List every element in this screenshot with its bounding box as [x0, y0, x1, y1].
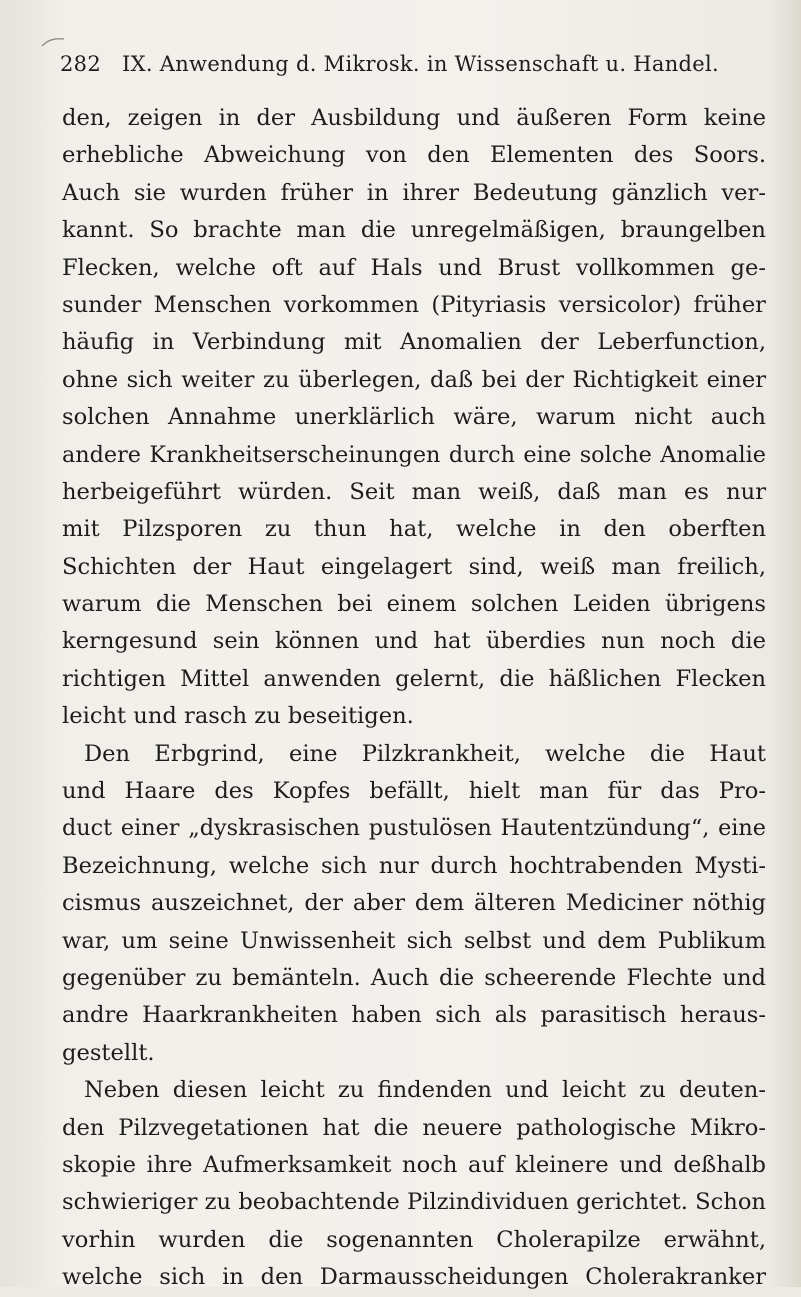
pencil-mark-icon	[40, 36, 66, 48]
text-line: Den Erbgrind, eine Pilzkrankheit, welche die Haut	[84, 740, 766, 767]
text-line: leicht und rasch zu beseitigen.	[62, 703, 414, 730]
text-line: den, zeigen in der Ausbildung und äußeren Form keine	[62, 105, 766, 131]
running-title: IX. Anwendung d. Mikrosk. in Wissenschaft u. Handel.	[121, 52, 719, 76]
text-line: skopie ihre Aufmerksamkeit noch auf kleinere und deßhalb	[62, 1151, 766, 1178]
text-line: schwieriger zu beobachtende Pilzindividuen gerichtet. Schon	[62, 1189, 766, 1216]
text-line: Flecken, welche oft auf Hals und Brust vollkommen ge-	[62, 254, 766, 281]
text-line: herbeigeführt würden. Seit man weiß, daß man es nur	[62, 478, 766, 505]
text-line: kerngesund sein können und hat überdies nun noch die	[62, 628, 766, 655]
text-line: ohne sich weiter zu überlegen, daß bei der Richtigkeit einer	[62, 366, 766, 393]
text-line: Auch sie wurden früher in ihrer Bedeutung gänzlich ver-	[62, 179, 766, 206]
text-line: warum die Menschen bei einem solchen Leiden übrigens	[62, 591, 766, 618]
text-line: Neben diesen leicht zu findenden und leicht zu deuten-	[84, 1077, 766, 1104]
text-line: solchen Annahme unerklärlich wäre, warum nicht auch	[62, 404, 766, 431]
text-line: den Pilzvegetationen hat die neuere pathologische Mikro-	[62, 1114, 766, 1141]
text-line: war, um seine Unwissenheit sich selbst und dem Publikum	[62, 927, 766, 954]
text-line: gegenüber zu bemänteln. Auch die scheerende Flechte und	[62, 964, 766, 991]
text-line: kannt. So brachte man die unregelmäßigen, braungelben	[62, 217, 766, 244]
page-number: 282	[60, 52, 101, 76]
text-line: richtigen Mittel anwenden gelernt, die häßlichen Flecken	[62, 665, 766, 692]
text-line: erhebliche Abweichung von den Elementen des Soors.	[62, 142, 766, 169]
text-line: duct einer „dyskrasischen pustulösen Hautentzündung“, eine	[62, 815, 766, 842]
text-line: gestellt.	[62, 1039, 155, 1066]
text-line: vorhin wurden die sogenannten Cholerapilze erwähnt,	[62, 1226, 766, 1253]
text-line: sunder Menschen vorkommen (Pityriasis versicolor) früher	[62, 291, 766, 318]
running-header	[60, 52, 760, 76]
text-line: Bezeichnung, welche sich nur durch hochtrabenden Mysti-	[62, 852, 766, 879]
text-line: andere Krankheitserscheinungen durch eine solche Anomalie	[62, 441, 766, 468]
text-line: welche sich in den Darmausscheidungen Cholerakranker	[62, 1264, 766, 1291]
text-line: andre Haarkrankheiten haben sich als parasitisch heraus-	[62, 1002, 766, 1029]
text-line: und Haare des Kopfes befällt, hielt man für das Pro-	[62, 778, 766, 805]
body-text	[62, 100, 766, 1297]
text-line: Schichten der Haut eingelagert sind, weiß man freilich,	[62, 553, 766, 580]
text-line: mit Pilzsporen zu thun hat, welche in den oberften	[62, 516, 766, 543]
text-line: häufig in Verbindung mit Anomalien der Leberfunction,	[62, 329, 766, 356]
text-line: cismus auszeichnet, der aber dem älteren Mediciner nöthig	[62, 890, 766, 917]
page-edge-shadow	[771, 0, 801, 1287]
